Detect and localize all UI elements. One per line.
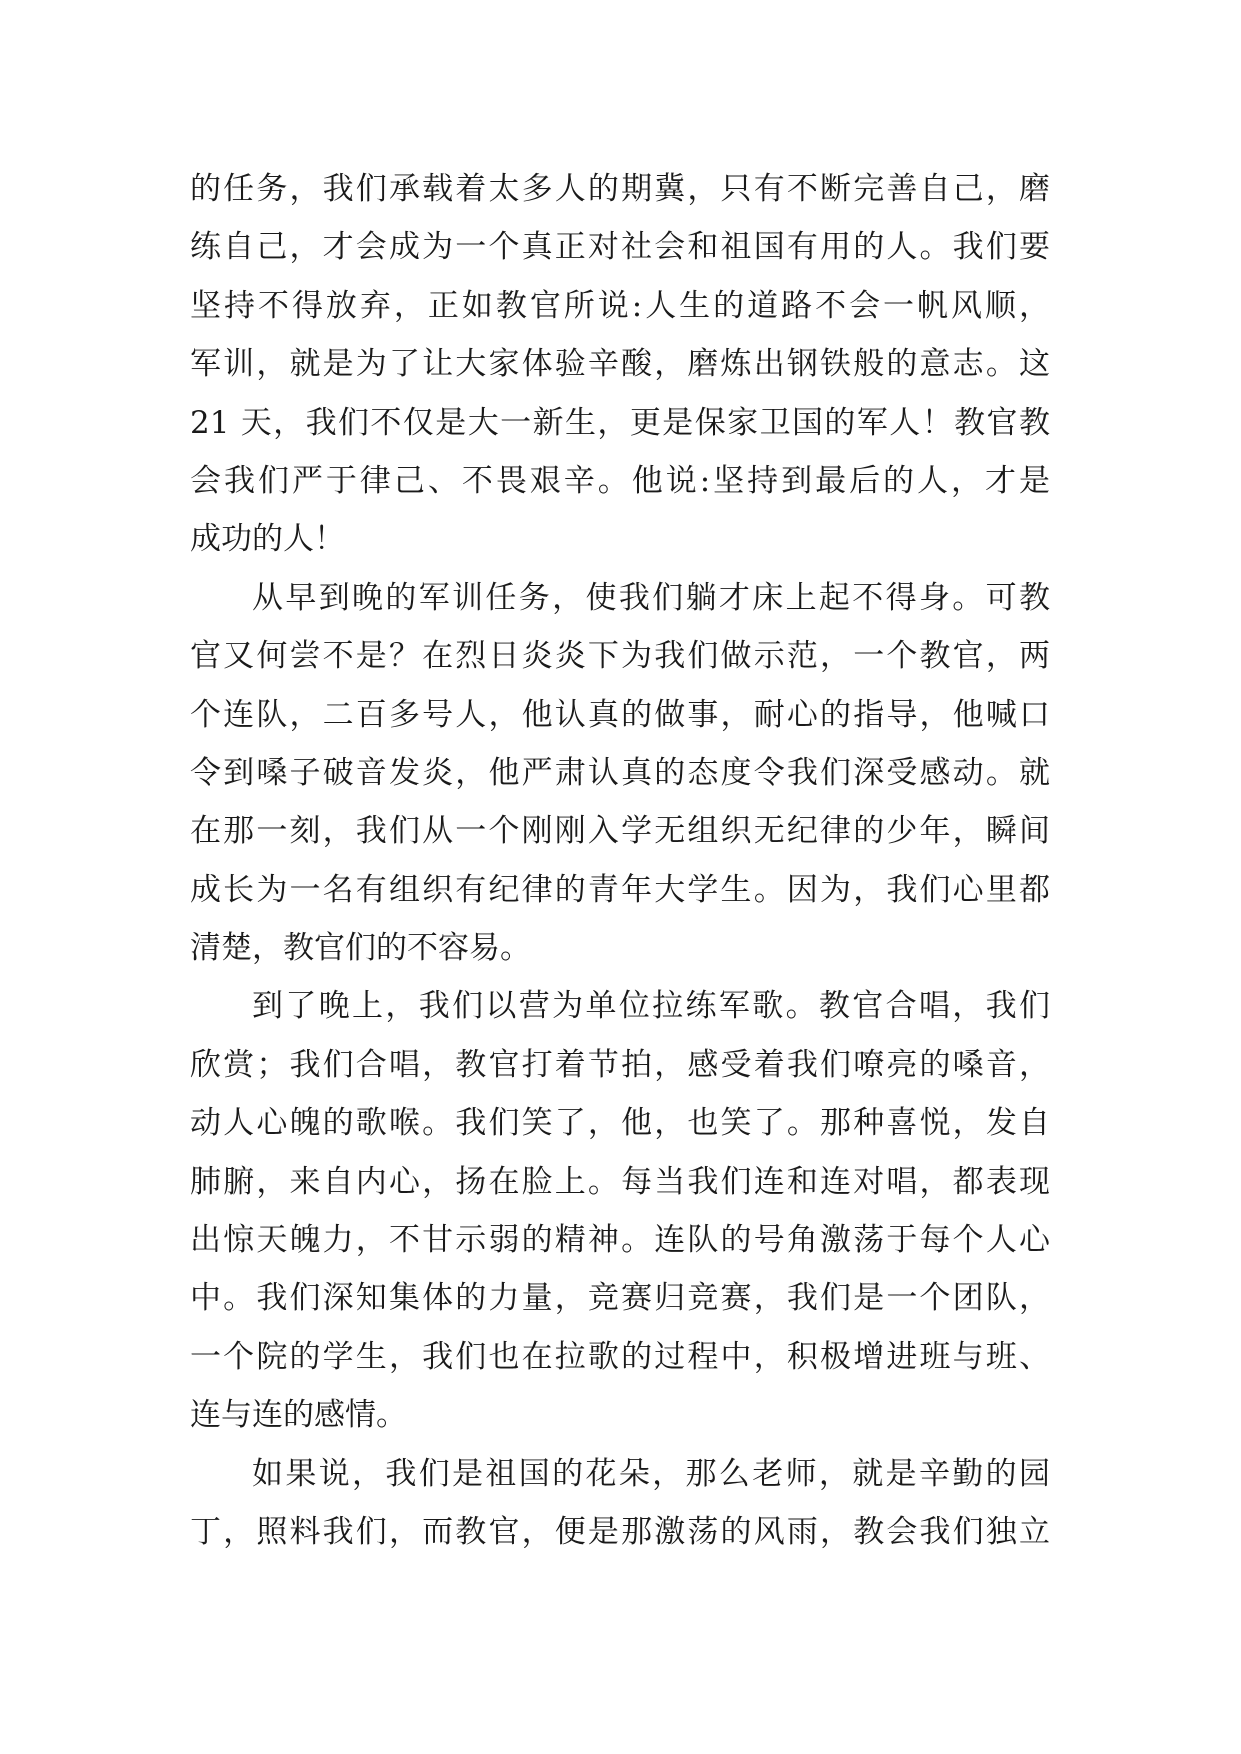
text-line: 个连队，二百多号人，他认真的做事，耐心的指导，他喊口 xyxy=(190,696,1050,733)
text-line: 欣赏；我们合唱，教官打着节拍，感受着我们嘹亮的嗓音， xyxy=(190,1046,1050,1083)
text-line: 成功的人！ xyxy=(190,521,345,558)
text-line: 连与连的感情。 xyxy=(190,1397,407,1434)
text-line: 军训，就是为了让大家体验辛酸，磨炼出钢铁般的意志。这 xyxy=(190,346,1050,383)
text-line: 丁，照料我们，而教官，便是那激荡的风雨，教会我们独立 xyxy=(190,1513,1050,1550)
text-line: 清楚，教官们的不容易。 xyxy=(190,930,531,967)
text-line: 出惊天魄力，不甘示弱的精神。连队的号角激荡于每个人心 xyxy=(190,1222,1050,1259)
text-line: 到了晚上，我们以营为单位拉练军歌。教官合唱，我们 xyxy=(252,988,1050,1025)
text-line: 令到嗓子破音发炎，他严肃认真的态度令我们深受感动。就 xyxy=(190,754,1050,791)
text-line: 动人心魄的歌喉。我们笑了，他，也笑了。那种喜悦，发自 xyxy=(190,1105,1050,1142)
text-line: 官又何尝不是？在烈日炎炎下为我们做示范，一个教官，两 xyxy=(190,638,1050,675)
text-line: 坚持不得放弃，正如教官所说:人生的道路不会一帆风顺， xyxy=(190,287,1050,324)
text-line: 从早到晚的军训任务，使我们躺才床上起不得身。可教 xyxy=(252,579,1050,616)
text-line: 一个院的学生，我们也在拉歌的过程中，积极增进班与班、 xyxy=(190,1338,1050,1375)
document-body xyxy=(190,160,1050,1561)
text-line: 成长为一名有组织有纪律的青年大学生。因为，我们心里都 xyxy=(190,871,1050,908)
text-line: 练自己，才会成为一个真正对社会和祖国有用的人。我们要 xyxy=(190,229,1050,266)
text-line: 21 天，我们不仅是大一新生，更是保家卫国的军人！教官教 xyxy=(190,404,1050,441)
text-line: 如果说，我们是祖国的花朵，那么老师，就是辛勤的园 xyxy=(252,1455,1050,1492)
text-line: 的任务，我们承载着太多人的期冀，只有不断完善自己，磨 xyxy=(190,171,1050,207)
text-line: 在那一刻，我们从一个刚刚入学无组织无纪律的少年，瞬间 xyxy=(190,813,1050,850)
text-line: 会我们严于律己、不畏艰辛。他说:坚持到最后的人，才是 xyxy=(190,462,1050,499)
text-line: 中。我们深知集体的力量，竞赛归竞赛，我们是一个团队， xyxy=(190,1280,1050,1317)
text-line: 肺腑，来自内心，扬在脸上。每当我们连和连对唱，都表现 xyxy=(190,1163,1050,1200)
